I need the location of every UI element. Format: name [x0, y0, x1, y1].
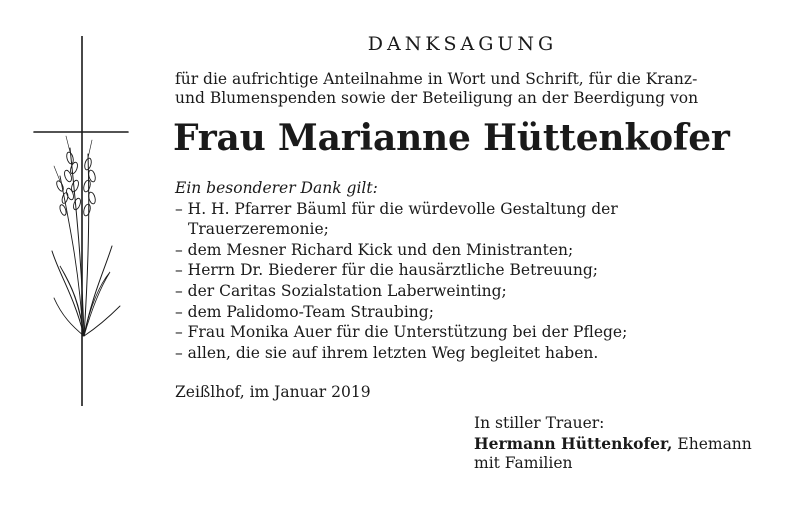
thanks-lead: Ein besonderer Dank gilt:: [175, 179, 378, 197]
signoff-name: Hermann Hüttenkofer,: [474, 433, 673, 453]
list-item: – allen, die sie auf ihrem letzten Weg begleitet haben.: [175, 343, 599, 362]
list-item: – Frau Monika Auer für die Unterstützung bei der Pflege;: [175, 323, 628, 342]
page-title: DANKSAGUNG: [367, 33, 558, 55]
intro-line: und Blumenspenden sowie der Beteiligung an der Beerdigung von: [175, 89, 699, 107]
list-item: – dem Mesner Richard Kick und den Ministranten;: [175, 240, 574, 259]
list-item: – dem Palidomo-Team Straubing;: [175, 302, 434, 321]
cross-with-wheat-icon: [30, 36, 140, 406]
thanks-list: [175, 178, 735, 363]
signoff-line: mit Familien: [474, 454, 573, 472]
signoff-name-line: [474, 434, 774, 455]
list-item: – Herrn Dr. Biederer für die hausärztliche Betreuung;: [175, 261, 599, 280]
signoff-line: In stiller Trauer:: [474, 414, 605, 432]
place-date: Zeißlhof, im Januar 2019: [175, 383, 371, 401]
intro-line: für die aufrichtige Anteilnahme in Wort und Schrift, für die Kranz-: [175, 70, 698, 88]
list-item: – der Caritas Sozialstation Laberweinting;: [175, 281, 507, 300]
signoff-relation: Ehemann: [672, 434, 752, 453]
intro-text: [175, 70, 755, 108]
list-item: – H. H. Pfarrer Bäuml für die würdevolle Gestaltung der Trauerzeremonie;: [175, 199, 618, 239]
signoff: [474, 414, 774, 474]
deceased-name: Frau Marianne Hüttenkofer: [173, 117, 730, 159]
